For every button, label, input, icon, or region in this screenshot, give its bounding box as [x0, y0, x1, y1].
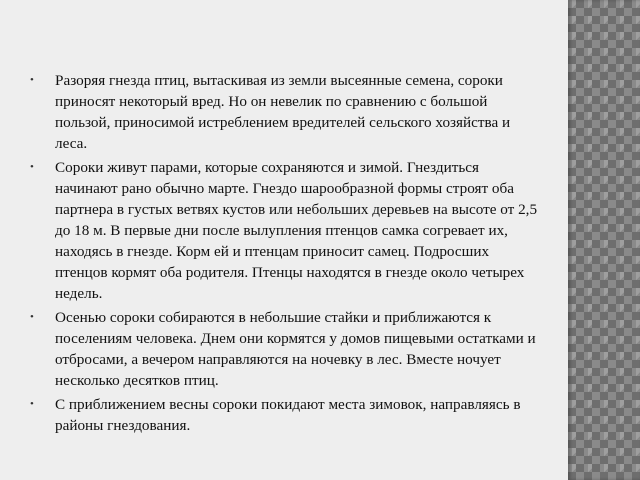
bullet-icon: • [30, 398, 34, 410]
bullet-paragraph-4 [28, 394, 538, 436]
bullet-icon: • [30, 311, 34, 323]
bullet-paragraph-1 [28, 70, 538, 154]
paragraph-text: Разоряя гнезда птиц, вытаскивая из земли высеянные семена, сороки приносят некоторый вред. Но он невелик по сравнению с большой пользой, приносимой истреблением вредителей сельского хозяйства и леса. [55, 72, 511, 152]
bullet-paragraph-2 [28, 157, 538, 304]
bullet-icon: • [30, 74, 34, 86]
paragraph-text: Сороки живут парами, которые сохраняются и зимой. Гнездиться начинают рано обычно марте. Гнездо шарообразной формы строят оба партнера в густых ветвях кустов или небольших деревьев на высоте от 2,5 до 18 м. В первые дни после вылупления птенцов самка согревает их, находясь в гнезде. Корм ей и птенцам приносит самец. Подросших птенцов кормят оба родителя. Птенцы находятся в гнезде около четырех недель. [55, 159, 538, 302]
bullet-paragraph-3 [28, 307, 538, 391]
bullet-list [28, 70, 538, 439]
paragraph-text: С приближением весны сороки покидают места зимовок, направляясь в районы гнездования. [55, 396, 521, 434]
decorative-pattern-strip [568, 0, 640, 480]
bullet-icon: • [30, 161, 34, 173]
paragraph-text: Осенью сороки собираются в небольшие стайки и приближаются к поселениям человека. Днем они кормятся у домов пищевыми остатками и отбросами, а вечером направляются на ночевку в лес. Вместе ночует несколько десятков птиц. [55, 309, 536, 389]
